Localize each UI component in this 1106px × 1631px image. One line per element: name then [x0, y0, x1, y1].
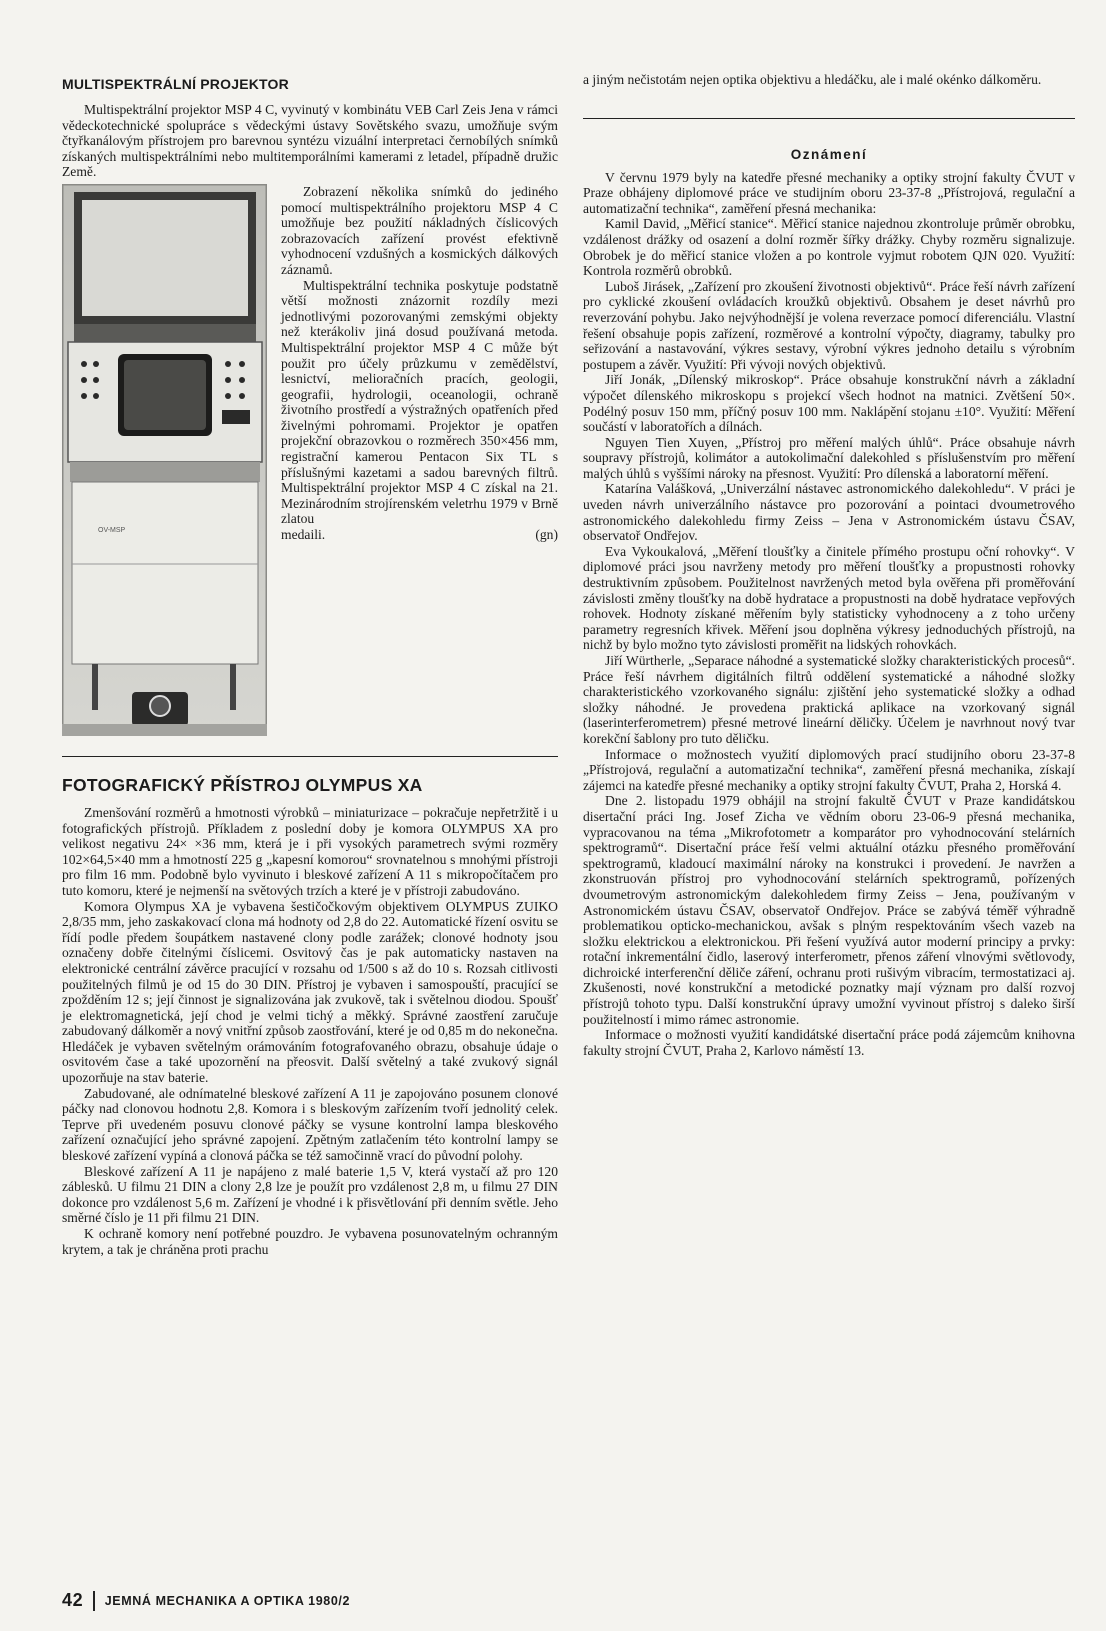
- projector-image: [62, 184, 267, 736]
- announcement-paragraph: Luboš Jirásek, „Zařízení pro zkoušení životnosti objektivů“. Práce řeší návrh zařízení pro cyklické zkoušení ovládacích kroužků objektivů. Obsahem je deset návrhů pro reverzování pohybu. Jako nejvýhodnější je volena reverzace pomocí diferenciálu. Vlastní řešení obsahuje popis zařízení, rozměrové a kontrolní výpočty, diagramy, tabulky pro seřizování a nastavování, výkres sestavy, výrobní výkres jednoho detailu s výrobním postupem a závěr. Využití: Při vývoji nových objektivů.: [583, 278, 1075, 372]
- announcement-paragraph: V červnu 1979 byly na katedře přesné mechaniky a optiky strojní fakulty ČVUT v Praze obhájeny diplomové práce ve studijním oboru 23-37-8 „Přístrojová, regulační a automatizační technika“, zaměření přesná mechanika:: [583, 169, 1075, 216]
- page-number: 42: [62, 1590, 84, 1610]
- page-footer: [62, 1590, 350, 1611]
- announcement-paragraph: Katarína Valášková, „Univerzální nástavec astronomického dalekohledu“. V práci je uveden návrh univerzálního nástavce pro pozorování a pointaci dvoumetrového astronomického dalekohledu firmy Zeiss – Jena v Astronomickém ústavu ČSAV, observatoř Ondřejov.: [583, 481, 1075, 544]
- announcement-paragraph: Jiří Würtherle, „Separace náhodné a systematické složky charakteristických procesů“. Práce řeší návrhem digitálních filtrů oddělení systematické a náhodné složky charakteristického vzorkovaného signálu: zjištění jeho systematické složky a odhad složky náhodné. Je provedena praktická aplikace na vzorkovaný signál (laserinterferometrem) přesné metrové lineární děličky. Účelem je navrhnout nový tvar korekční šablony pro tuto děličku.: [583, 653, 1075, 746]
- article1-title: MULTISPEKTRÁLNÍ PROJEKTOR: [62, 76, 289, 92]
- article1-side-text: [281, 184, 558, 736]
- section-divider: [62, 756, 558, 757]
- announcement-paragraph: Kamil David, „Měřicí stanice“. Měřicí stanice najednou zkontroluje průměr obrobku, vzdálenost drážky od osazení a dolní rozměr šířky drážky. Chyby rozměru signalizuje. Obrobek je do měřicí stanice vložen a po kontrole vyjmut robotem QJN 020. Využití: Kontrola rozměrů obrobků.: [583, 216, 1075, 279]
- article2-continuation: a jiným nečistotám nejen optika objektivu a hledáčku, ale i malé okénko dálkoměru.: [583, 72, 1042, 87]
- article2-title: FOTOGRAFICKÝ PŘÍSTROJ OLYMPUS XA: [62, 774, 423, 795]
- article1-closing-line: [281, 527, 558, 543]
- announcement-paragraph: Jiří Jonák, „Dílenský mikroskop“. Práce obsahuje konstrukční návrh a základní výpočet dílenského mikroskopu s projekcí všech hodnot na matnici. Zvětšení 50×. Podélný posuv 150 mm, příčný posuv 100 mm. Naklápění stojanu ±10°. Využití: Měření součástí v laboratořích a dílnách.: [583, 372, 1075, 435]
- article1-intro: Multispektrální projektor MSP 4 C, vyvinutý v kombinátu VEB Carl Zeis Jena v rámci vědeckotechnické spolupráce s vědeckými ústavy Sovětského svazu, umožňuje svým čtyřkanálovým přístrojem pro barevnou syntézu vizuální interpretaci černobílých snímků získaných multispektrálními nebo multitemporálními kamerami z letadel, případně družic Země.: [62, 102, 558, 180]
- article1-paragraph: Zobrazení několika snímků do jediného pomocí multispektrálního projektoru MSP 4 C umožňuje bez použití nákladných číslicových zobrazovacích zařízení provést efektivně vyhodnocení vzdušných a kosmických dálkových záznamů.: [281, 183, 558, 277]
- announcement-paragraph: Eva Vykoukalová, „Měření tloušťky a činitele přímého prostupu oční rohovky“. V diplomové práci jsou navrženy metody pro měření tloušťky a propustnosti rohovky destruktivním způsobem. Použitelnost navržených metod byla ověřena při proměřování závislosti změny tloušťky na době hydratace a propustnosti na době hydratace vepřových rohovek. Hodnoty získané měřením byly statisticky vyhodnoceny a z toho určeny parametry regresních křivek. Měření jsou doplněna výkresy jednoduchých přístrojů, na nichž by bylo možno tyto závislosti proměřit na lidských rohovkách.: [583, 543, 1075, 653]
- article2-paragraph: Bleskové zařízení A 11 je napájeno z malé baterie 1,5 V, která vystačí až pro 120 záblesků. U filmu 21 DIN a clony 2,8 lze je použít pro vzdálenost 2,8 m, u filmu 27 DIN dokonce pro vzdálenost 5,6 m. Zařízení je vhodné i k přisvětlování při denním světle. Jeho směrné číslo je 11 při filmu 21 DIN.: [62, 1163, 558, 1226]
- projector-photo: [62, 184, 267, 736]
- footer-separator: [93, 1591, 95, 1611]
- section-divider: [583, 118, 1075, 119]
- announcement-paragraph: Nguyen Tien Xuyen, „Přístroj pro měření malých úhlů“. Práce obsahuje návrh soupravy přístrojů, kolimátor a autokolimační dalekohled s příslušenstvím pro měření malých úhlů s vyššími nároky na přesnost. Využití: Pro dílenská a laboratorní měření.: [583, 434, 1075, 481]
- article2-paragraph: Zabudované, ale odnímatelné bleskové zařízení A 11 je zapojováno posunem clonové páčky nad clonovou hodnotu 2,8. Komora i s bleskovým zařízením tvoří jednolitý celek. Teprve při uvedeném posuvu clonové páčky se vysune kontrolní lampa bleskového zařízení označující jeho správné zapojení. Zpětným zatlačením této kontrolní lampy se bleskové zařízení vypíná a clonová páčka se též samočinně vrací do původní polohy.: [62, 1085, 558, 1164]
- article2-paragraph: Komora Olympus XA je vybavena šestičočkovým objektivem OLYMPUS ZUIKO 2,8/35 mm, jeho zaskakovací clona má hodnoty od 2,8 do 22. Automatické řízení osvitu se řídí podle předem šoupátkem nastavené clony podle zarážek; clonové hodnoty jsou označeny dobře čitelnými číslicemi. Osvitový čas je pak automaticky nastaven na elektronické centrální závěrce pracující v rozsahu od 1/500 s až do 10 s. Rozsah citlivosti použitelných filmů je od 15 do 30 DIN. Přístroj je vybaven i samospouští, pracující se zpožděním 12 s; její činnost je signalizována jak zvukově, tak i světelnou diodou. Spoušť je elektromagnetická, její chod je velmi tichý a měkký. Správné zaostření zaručuje zabudovaný dálkoměr a nový vnitřní způsob zaostřování, které je od 0,85 m do nekonečna. Hledáček je vybaven světelným orámováním fotografovaného obrazu, obsahuje údaje o osvitovém čase a také upozornění na přeosvit. Další světelný a také zvukový signál upozorňuje na stav baterie.: [62, 898, 558, 1086]
- announcement-paragraph: Dne 2. listopadu 1979 obhájil na strojní fakultě ČVUT v Praze kandidátskou disertační práci Ing. Josef Zicha ve vědním oboru 23-06-9 přesná mechanika, vypracovanou na téma „Mikrofotometr a komparátor pro vyhodnocování stelárních spektrogramů“. Disertační práce řeší velmi aktuální otázku přesného proměřování spektrogramů, kladoucí maximální nároky na konstrukci i provedení. Je navržen a zkonstruován přístroj pro vyhodnocování stelárních spektrogramů, pořízených dvoumetrovým astronomickým dalekohledem firmy Zeiss – Jena, používaným v Astronomickém ústavu ČSAV, observatoř Ondřejov. Práce se zabývá téměř výhradně problematikou opticko-mechanickou, avšak s plným respektováním všech vazeb na složku elektrickou a elektronickou. Při řešení využívá autor moderní principy a prvky: rotační inkrementální čidlo, laserový interferometr, přenos záření vlnovými světlovody, dichroické interferenční děliče záření, ochranu proti rušivým vibracím, termostatizaci aj. Zkušenosti, nové konstrukční a metodické poznatky mají význam pro další rozvoj přístrojů tohoto typu. Další konstrukční úpravy umožní vyvinout přístroj s daleko širší použitelností i mimo rámec astronomie.: [583, 793, 1075, 1027]
- article1-signature: (gn): [535, 527, 558, 543]
- announcement-paragraph: Informace o možnostech využití diplomových prací studijního oboru 23-37-8 „Přístrojová, regulační a automatizační technika“, zaměření přesná mechanika, získají zájemci na katedře přesné mechaniky a optiky strojní fakulty ČVUT, Praha 2, Horská 4.: [583, 746, 1075, 793]
- article1-figure-block: [62, 184, 558, 736]
- journal-name: JEMNÁ MECHANIKA A OPTIKA 1980/2: [104, 1593, 350, 1608]
- article2-paragraph: Zmenšování rozměrů a hmotnosti výrobků – miniaturizace – pokračuje nepřetržitě i u fotografických přístrojů. Příkladem z poslední doby je komora OLYMPUS XA pro velikost negativu 24× ×36 mm, která je i při vysokých parametrech svými rozměry 102×64,5×40 mm a hmotností 225 g „kapesní komorou“ srovnatelnou s mnohými přístroji pro film 16 mm. Podobně bylo vyvinuto i bleskové zařízení A 11 s mikropočítačem pro tuto komoru, které je nejmenší na světových trzích a které je v přístroji zabudováno.: [62, 804, 558, 898]
- announcement-title: Oznámení: [790, 146, 868, 162]
- right-column: [583, 72, 1075, 1058]
- article2-paragraph: K ochraně komory není potřebné pouzdro. Je vybavena posunovatelným ochranným krytem, a tak je chráněna proti prachu: [62, 1226, 558, 1257]
- announcement-paragraph: Informace o možnosti využití kandidátské disertační práce podá zájemcům knihovna fakulty strojní ČVUT, Praha 2, Karlovo náměstí 13.: [583, 1027, 1075, 1058]
- article1-paragraph: Multispektrální technika poskytuje podstatně větší možnosti znázornit rozdíly mezi jednotlivými pozorovanými zemskými objekty než kterákoliv jiná dosud používaná metoda. Multispektrální projektor MSP 4 C může být použit pro účely průzkumu v zemědělství, lesnictví, melioračních pracích, geologii, geografii, hydrologii, oceanologii, ochraně životního prostředí a výstražných opatřeních před živelnými pohromami. Projektor je opatřen projekční obrazovkou o rozměrech 350×456 mm, registrační kamerou Pentacon Six TL s příslušnými kazetami a sadou barevných filtrů. Multispektrální projektor MSP 4 C získal na 21. Mezinárodním strojírenském veletrhu 1979 v Brně zlatou: [281, 277, 558, 527]
- projector-panel-label: OV-MSP: [98, 526, 126, 534]
- left-column: [62, 72, 558, 1257]
- article1-last-word: medaili.: [281, 527, 326, 543]
